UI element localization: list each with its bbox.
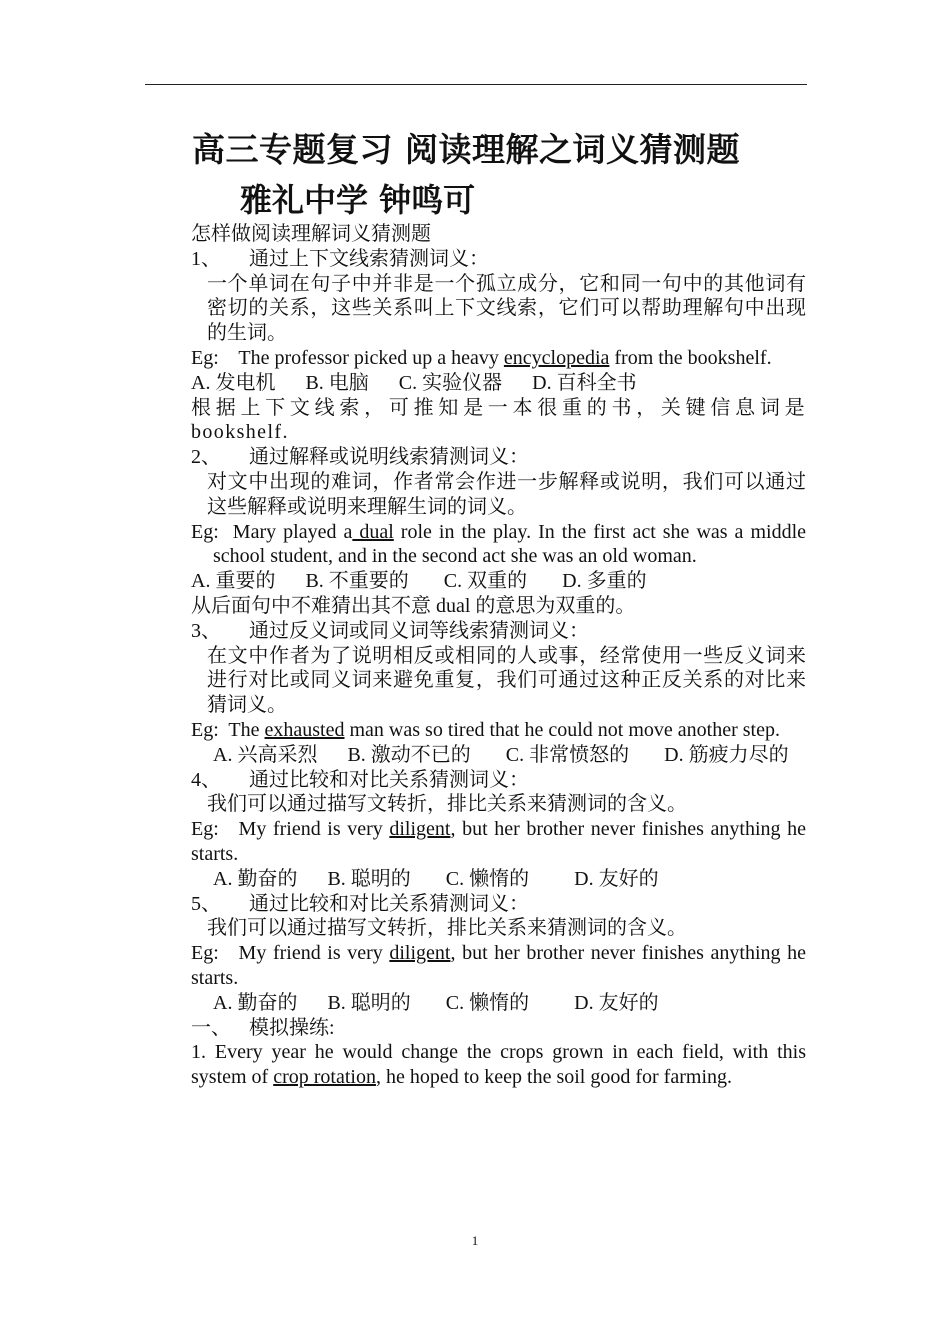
section-2-example	[191, 520, 806, 570]
document-body	[191, 222, 806, 1090]
section-1-heading	[191, 247, 806, 272]
target-word: diligent	[389, 818, 451, 841]
section-1-description: 一个单词在句子中并非是一个孤立成分，它和同一句中的其他词有密切的关系，这些关系叫上下文线索，它们可以帮助理解句中出现的生词。	[207, 272, 806, 345]
section-number: 3、	[191, 619, 221, 642]
example-text: Eg: The professor picked up a heavy	[191, 346, 504, 369]
section-2-heading	[191, 445, 806, 470]
section-4-example	[191, 817, 806, 867]
example-text: , but her brother never finishes anything he starts.	[191, 818, 806, 865]
section-5-options: A. 勤奋的 B. 聪明的 C. 懒惰的 D. 友好的	[213, 991, 659, 1014]
section-number: 4、	[191, 768, 221, 791]
section-heading-text: 通过比较和对比关系猜测词义：	[249, 768, 529, 791]
section-2-explanation: 从后面句中不难猜出其不意 dual 的意思为双重的。	[191, 594, 636, 617]
section-number: 1、	[191, 247, 221, 270]
target-word: encyclopedia	[503, 346, 610, 369]
target-word: diligent	[389, 942, 451, 965]
example-text: Eg: The	[191, 718, 265, 741]
section-1-example	[191, 346, 806, 371]
section-number: 5、	[191, 892, 221, 915]
section-heading-text: 通过反义词或同义词等线索猜测词义：	[249, 619, 589, 642]
section-number: 一、	[191, 1016, 231, 1039]
example-text: Eg: Mary played a	[191, 520, 353, 543]
section-4-heading	[191, 768, 806, 793]
example-text: from the bookshelf.	[609, 346, 772, 369]
question-text: 1. Every year he would change the crops grown in each field, with this system of	[191, 1041, 806, 1089]
section-3-heading	[191, 619, 806, 644]
example-text: man was so tired that he could not move another step.	[344, 718, 780, 741]
section-heading-text: 通过解释或说明线索猜测词义：	[249, 446, 529, 469]
section-1-explanation: 根据上下文线索，可推知是一本很重的书，关键信息词是bookshelf.	[191, 396, 806, 444]
practice-heading	[191, 1016, 806, 1041]
section-3-options: A. 兴高采烈 B. 激动不已的 C. 非常愤怒的 D. 筋疲力尽的	[213, 743, 789, 766]
target-word: exhausted	[264, 718, 345, 741]
section-heading-text: 通过比较和对比关系猜测词义：	[249, 892, 529, 915]
target-word: crop rotation	[273, 1066, 376, 1089]
section-2-description: 对文中出现的难词，作者常会作进一步解释或说明，我们可以通过这些解释或说明来理解生词的词义。	[207, 470, 806, 518]
document-title: 高三专题复习 阅读理解之词义猜测题	[192, 130, 740, 169]
document-author: 雅礼中学 钟鸣可	[240, 181, 476, 219]
header-rule	[145, 84, 807, 85]
section-heading-text: 模拟操练:	[249, 1016, 335, 1039]
page-number: 1	[471, 1233, 479, 1248]
section-1-options: A. 发电机 B. 电脑 C. 实验仪器 D. 百科全书	[191, 371, 637, 394]
practice-question-1	[191, 1040, 806, 1090]
example-text: Eg: My friend is very	[191, 942, 390, 965]
section-3-example	[191, 718, 806, 743]
section-5-description: 我们可以通过描写文转折，排比关系来猜测词的含义。	[207, 917, 687, 940]
section-4-options: A. 勤奋的 B. 聪明的 C. 懒惰的 D. 友好的	[213, 867, 659, 890]
section-3-description: 在文中作者为了说明相反或相同的人或事，经常使用一些反义词来进行对比或同义词来避免重复，我们可通过这种正反关系的对比来猜词义。	[207, 644, 806, 717]
example-text: , but her brother never finishes anything he starts.	[191, 942, 806, 989]
example-text: role in the play. In the first act she was a middle school student, and in the second act she was an old woman.	[213, 520, 807, 568]
question-text: , he hoped to keep the soil good for farming.	[375, 1066, 732, 1089]
example-text: Eg: My friend is very	[191, 818, 390, 841]
section-heading-text: 通过上下文线索猜测词义：	[249, 247, 489, 270]
section-5-example	[191, 941, 806, 991]
section-5-heading	[191, 892, 806, 917]
section-2-options: A. 重要的 B. 不重要的 C. 双重的 D. 多重的	[191, 570, 647, 593]
section-4-description: 我们可以通过描写文转折，排比关系来猜测词的含义。	[207, 793, 687, 816]
intro-line: 怎样做阅读理解词义猜测题	[191, 223, 431, 245]
target-word: dual	[352, 520, 394, 543]
section-number: 2、	[191, 446, 221, 469]
